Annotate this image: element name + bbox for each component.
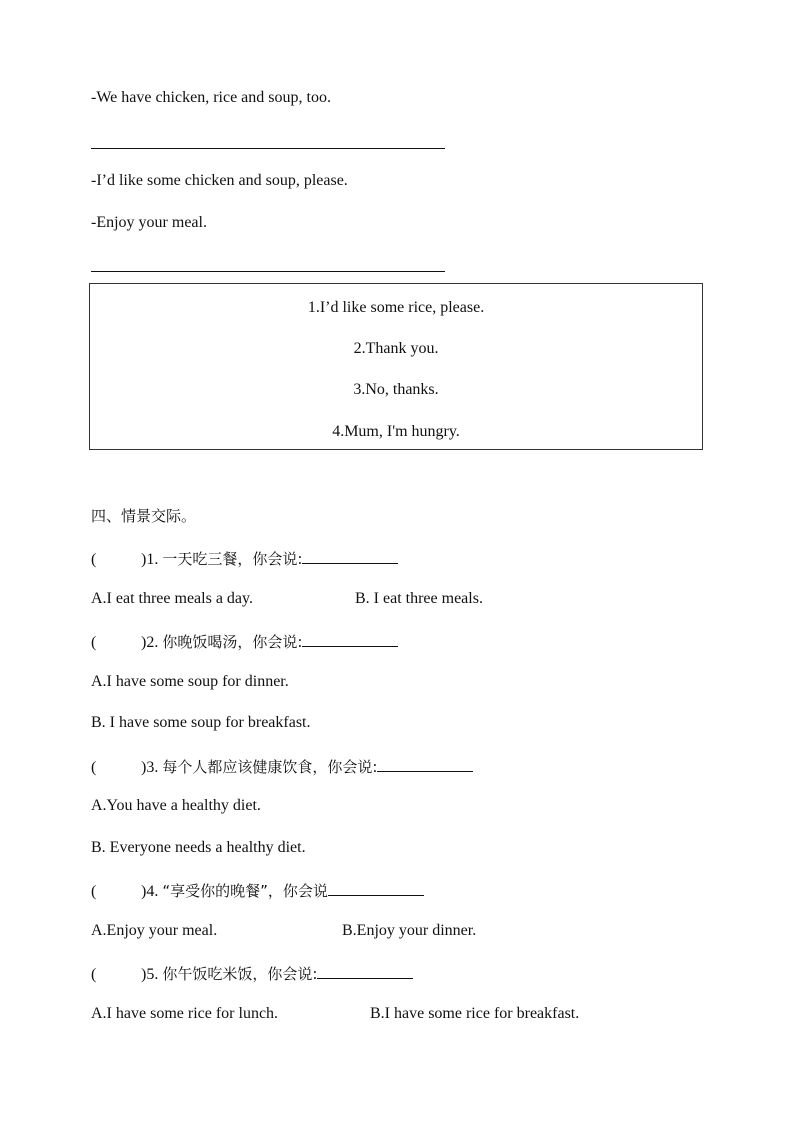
question-number: )2. (141, 634, 159, 651)
question-5-option-b: B.I have some rice for breakfast. (370, 1005, 580, 1022)
dialogue-answer-blank-2[interactable] (91, 271, 445, 272)
option-1: 1.I’d like some rice, please. (307, 299, 485, 316)
question-5 (91, 962, 413, 985)
dialogue-answer-blank-1[interactable] (91, 148, 445, 149)
dialogue-line-2: -I’d like some chicken and soup, please. (91, 172, 348, 189)
question-3 (91, 755, 473, 778)
question-2-option-a: A.I have some soup for dinner. (91, 673, 289, 690)
section-heading: 四、情景交际。 (91, 507, 197, 525)
answer-blank[interactable] (317, 962, 413, 979)
answer-blank[interactable] (377, 755, 473, 772)
question-prompt: 你午饭吃米饭，你会说: (162, 965, 318, 983)
question-number: )4. (141, 883, 159, 900)
question-1-option-a: A.I eat three meals a day. (91, 590, 253, 607)
answer-paren-open: ( (91, 966, 97, 983)
question-2-option-b: B. I have some soup for breakfast. (91, 714, 311, 731)
option-4: 4.Mum, I'm hungry. (332, 423, 460, 440)
question-4 (91, 879, 424, 902)
question-3-option-b: B. Everyone needs a healthy diet. (91, 839, 306, 856)
question-3-option-a: A.You have a healthy diet. (91, 797, 261, 814)
question-2 (91, 630, 398, 653)
question-prompt: 一天吃三餐，你会说: (162, 550, 303, 568)
question-4-option-a: A.Enjoy your meal. (91, 922, 218, 939)
question-number: )5. (141, 966, 159, 983)
question-1-option-b: B. I eat three meals. (355, 590, 483, 607)
option-3: 3.No, thanks. (353, 381, 439, 398)
options-box (89, 283, 703, 450)
dialogue-line-1: -We have chicken, rice and soup, too. (91, 89, 331, 106)
answer-paren-open: ( (91, 551, 97, 568)
question-4-option-b: B.Enjoy your dinner. (342, 922, 477, 939)
answer-paren-open: ( (91, 883, 97, 900)
question-prompt: 每个人都应该健康饮食，你会说: (162, 758, 378, 776)
question-prompt: 你晚饭喝汤，你会说: (162, 633, 303, 651)
answer-blank[interactable] (302, 630, 398, 647)
answer-paren-open: ( (91, 759, 97, 776)
answer-blank[interactable] (328, 879, 424, 896)
question-5-option-a: A.I have some rice for lunch. (91, 1005, 279, 1022)
question-prompt: “享受你的晚餐”，你会说 (162, 882, 328, 900)
dialogue-line-3: -Enjoy your meal. (91, 214, 207, 231)
question-1 (91, 547, 398, 570)
answer-paren-open: ( (91, 634, 97, 651)
question-number: )1. (141, 551, 159, 568)
answer-blank[interactable] (302, 547, 398, 564)
option-2: 2.Thank you. (353, 340, 439, 357)
question-number: )3. (141, 759, 159, 776)
